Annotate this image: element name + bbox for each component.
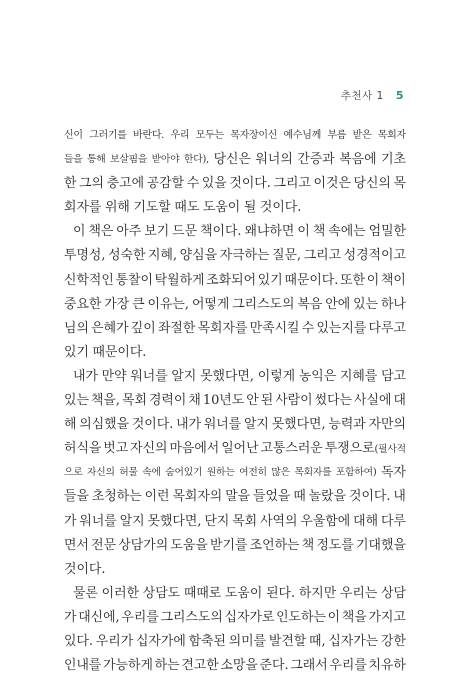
- text-line: 회자를 위해 기도할 때도 도움이 될 것이다.: [64, 200, 302, 216]
- text-line: 인내를 가능하게 하는 견고한 소망을 준다. 그래서 우리를 치유하: [64, 658, 406, 674]
- text-line: 한 그의 충고에 공감할 수 있을 것이다. 그리고 이것은 당신의 목: [64, 176, 406, 192]
- text-line: 투명성, 성숙한 지혜, 양심을 자극하는 질문, 그리고 성경적이고: [64, 248, 406, 264]
- text-line: 가 워너를 알지 못했다면, 단지 목회 사역의 우울함에 대해 다루: [64, 513, 406, 529]
- running-header: [341, 88, 404, 103]
- text-line: 해 의심했을 것이다. 내가 워너를 알지 못했다면, 능력과 자만의: [64, 417, 406, 433]
- text-line: 신학적인 통찰이 탁월하게 조화되어 있기 때문이다. 또한 이 책이: [64, 272, 406, 288]
- text-line: 있는 책을, 목회 경력이 채 10년도 안 된 사람이 썼다는 사실에 대: [64, 393, 406, 409]
- text-line: 것이다.: [64, 561, 106, 577]
- page-number: 5: [395, 89, 404, 102]
- text-line: 있다. 우리가 십자가에 함축된 의미를 발견할 때, 십자가는 강한: [64, 633, 406, 649]
- text-line: 으로 자신의 허물 속에 숨어있기 원하는 여전히 많은 목회자를 포함하여) 독자: [64, 465, 406, 481]
- text-line: 있기 때문이다.: [64, 344, 147, 360]
- text-line: 물론 이러한 상담도 때때로 도움이 된다. 하지만 우리는 상담: [73, 585, 406, 601]
- text-line: 면서 전문 상담가의 도움을 받기를 조언하는 책 정도를 기대했을: [64, 537, 406, 553]
- body-text: [64, 124, 406, 678]
- text-line: 이 책은 아주 보기 드문 책이다. 왜냐하면 이 책 속에는 엄밀한: [73, 224, 406, 240]
- text-line: 허식을 벗고 자신의 마음에서 일어난 고통스러운 투쟁으로(필사적: [64, 441, 406, 457]
- text-line: 신이 그러기를 바란다. 우리 모두는 목자장이신 예수님께 부름 받은 목회자: [64, 130, 406, 141]
- text-line: 님의 은혜가 깊이 좌절한 목회자를 만족시킬 수 있는지를 다루고: [64, 320, 406, 336]
- text-line: 들을 초청하는 이런 목회자의 말을 들었을 때 놀랐을 것이다. 내: [64, 489, 406, 505]
- text-line: 중요한 가장 큰 이유는, 어떻게 그리스도의 복음 안에 있는 하나: [64, 296, 406, 312]
- text-line: 들을 통해 보살핌을 받아야 한다), 당신은 워너의 간증과 복음에 기초: [64, 152, 406, 168]
- text-line: 가 대신에, 우리를 그리스도의 십자가로 인도하는 이 책을 가지고: [64, 609, 406, 625]
- section-title: 추천사 1: [340, 90, 384, 102]
- text-line: 내가 만약 워너를 알지 못했다면, 이렇게 농익은 지혜를 담고: [73, 368, 406, 384]
